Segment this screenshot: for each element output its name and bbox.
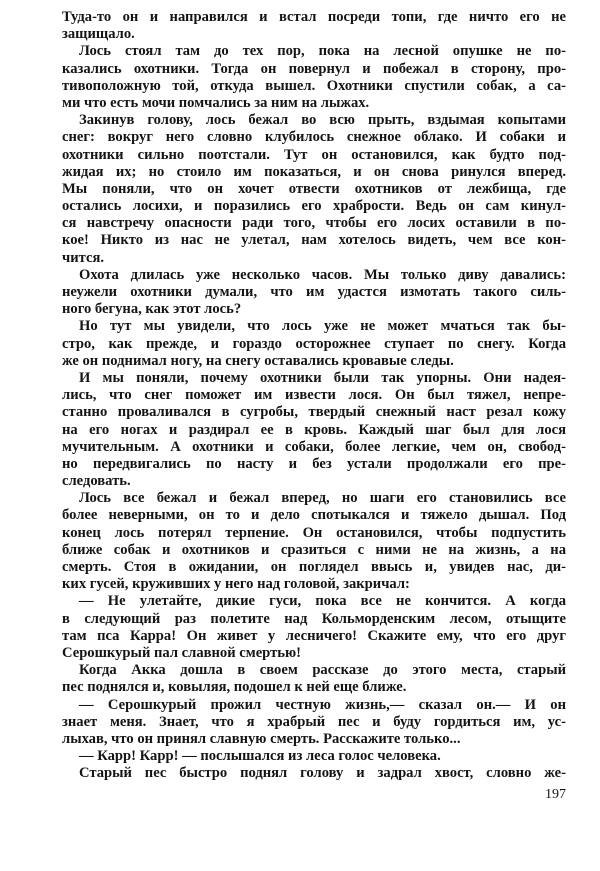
paragraph — [62, 43, 566, 112]
text-line: там пса Карра! Он живет у лесничего! Скажите ему, что его друг — [62, 627, 566, 644]
paragraph — [62, 267, 566, 319]
text-line: тивоположную той, откуда вышел. Охотники спустили собак, а са- — [62, 77, 566, 94]
text-line: Закинув голову, лось бежал во всю прыть, вздымая копытами — [79, 112, 566, 129]
paragraph — [62, 765, 566, 782]
text-line: же он поднимал ногу, на снегу оставались кровавые следы. — [62, 352, 454, 369]
text-line: чится. — [62, 249, 105, 266]
text-line: знает меня. Знает, что я храбрый пес и буду гордиться им, ус- — [62, 713, 566, 730]
text-line: на его ногах и раздирал ее в кровь. Каждый шаг был для лося — [62, 421, 566, 438]
paragraph — [62, 370, 566, 490]
paragraph — [62, 318, 566, 370]
paragraph — [62, 490, 566, 593]
paragraph — [62, 593, 566, 662]
text-line: ближе собак и охотников и сразиться с ними не на жизнь, а на — [62, 541, 566, 558]
paragraph — [62, 748, 566, 765]
text-line: неужели охотники думали, что им удастся измотать такого силь- — [62, 284, 566, 300]
text-line: Охота длилась уже несколько часов. Мы только диву давались: — [79, 266, 566, 283]
text-line: кое! Никто из нас не улетал, нам хотелось видеть, чем все кон- — [62, 232, 566, 249]
text-line: ми что есть мочи помчались за ним на лыжах. — [62, 94, 370, 111]
text-line: пес поднялся и, ковыляя, подошел к ней еще ближе. — [62, 679, 407, 696]
text-line: И мы поняли, почему охотники были так упорны. Они надея- — [79, 369, 566, 386]
paragraph — [62, 662, 566, 696]
text-line: жидая их; но стоило им показаться, и он снова ринулся вперед. — [62, 163, 566, 180]
text-line: Туда-то он и направился и встал посреди топи, где ничто его не — [62, 9, 566, 25]
text-line: конец лось потерял терпение. Он остановился, чтобы подпустить — [62, 524, 566, 541]
text-line: ся навстречу опасности ради того, чтобы его лосих оставили в по- — [62, 215, 566, 232]
text-line: ких гусей, круживших у него над головой, закричал: — [62, 576, 410, 593]
paragraph — [62, 9, 566, 43]
text-line: Лось все бежал и бежал вперед, но шаги его становились все — [79, 490, 566, 507]
paragraph — [62, 697, 566, 749]
text-line: станно проваливался в сугробы, твердый снежный наст резал кожу — [62, 404, 566, 421]
text-line: Когда Акка дошла в своем рассказе до этого места, старый — [79, 662, 566, 679]
text-line: лыхав, что он принял славную смерть. Расскажите только... — [62, 730, 461, 747]
text-line: Лось стоял там до тех пор, пока на лесной опушке не по- — [79, 43, 566, 60]
text-line: ного бегуна, как этот лось? — [62, 301, 242, 318]
text-line: мучительным. А охотники и собаки, более легкие, чем он, свобод- — [62, 438, 566, 455]
page-body-text — [62, 9, 566, 782]
text-line: стро, как прежде, и гораздо осторожнее ступает по снегу. Когда — [62, 335, 566, 352]
text-line: смерть. Стоя в ожидании, он поглядел ввысь и, увидев нас, ди- — [62, 559, 566, 575]
text-line: — Серошкурый прожил честную жизнь,— сказал он.— И он — [79, 696, 566, 713]
text-line: в следующий раз полетите над Кольморденским лесом, отыщите — [62, 610, 566, 627]
text-line: охотники сильно поотстали. Тут он остановился, как будто под- — [62, 146, 566, 163]
text-line: но передвигались по насту и без устали продолжали его пре- — [62, 455, 566, 472]
paragraph — [62, 112, 566, 267]
text-line: Мы поняли, что он хочет отвести охотников от лежбища, где — [62, 180, 566, 197]
text-line: казались охотники. Тогда он повернул и побежал в сторону, про- — [62, 60, 566, 77]
text-line: Серошкурый пал славной смертью! — [62, 644, 301, 661]
page-number: 197 — [545, 787, 566, 802]
text-line: лись, что снег поможет им извести лося. Он был тяжел, непре- — [62, 387, 566, 404]
text-line: следовать. — [62, 473, 131, 490]
text-line: — Не улетайте, дикие гуси, пока все не кончится. А когда — [79, 593, 566, 610]
text-line: защищало. — [62, 26, 135, 43]
text-line: остались лосихи, и поразились его храбрости. Ведь он сам кинул- — [62, 198, 566, 215]
text-line: Старый пес быстро поднял голову и задрал хвост, словно же- — [79, 765, 566, 782]
text-line: более неверными, он то и дело спотыкался и тяжело дышал. Под — [62, 507, 566, 524]
text-line: — Карр! Карр! — послышался из леса голос человека. — [79, 748, 441, 765]
text-line: Но тут мы увидели, что лось уже не может мчаться так бы- — [79, 318, 566, 335]
text-line: снег: вокруг него словно клубилось снежное облако. И собаки и — [62, 129, 566, 146]
